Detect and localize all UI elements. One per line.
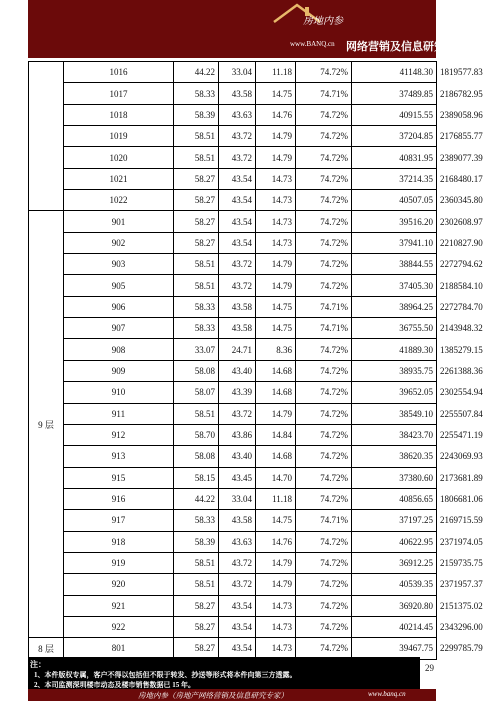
efficiency-ratio-cell: 74.72% — [296, 360, 352, 381]
room-number-cell: 1020 — [64, 147, 174, 168]
inner-area-cell: 43.72 — [219, 254, 256, 275]
notes-title: 注： — [30, 660, 46, 669]
total-area-cell: 58.33 — [174, 83, 219, 104]
inner-area-cell: 43.58 — [219, 510, 256, 531]
table-row: 909 58.08 43.40 14.68 74.72% 38935.75 2261388.36 — [29, 360, 437, 381]
shared-area-cell: 14.79 — [256, 552, 296, 573]
room-number-cell: 916 — [64, 488, 174, 509]
shared-area-cell: 14.70 — [256, 467, 296, 488]
shared-area-cell: 14.73 — [256, 595, 296, 616]
unit-price-cell: 40507.05 — [352, 190, 437, 211]
efficiency-ratio-cell: 74.72% — [296, 254, 352, 275]
inner-area-cell: 43.72 — [219, 147, 256, 168]
total-area-cell: 58.51 — [174, 254, 219, 275]
room-number-cell: 903 — [64, 254, 174, 275]
total-area-cell: 58.39 — [174, 531, 219, 552]
room-number-cell: 909 — [64, 360, 174, 381]
total-area-cell: 44.22 — [174, 488, 219, 509]
efficiency-ratio-cell: 74.72% — [296, 488, 352, 509]
unit-price-cell: 38620.35 — [352, 446, 437, 467]
logo-text: 房地内参 — [303, 16, 343, 27]
efficiency-ratio-cell: 74.72% — [296, 403, 352, 424]
efficiency-ratio-cell: 74.72% — [296, 62, 352, 83]
total-area-cell: 58.51 — [174, 126, 219, 147]
shared-area-cell: 14.73 — [256, 211, 296, 232]
room-number-cell: 921 — [64, 595, 174, 616]
shared-area-cell: 14.79 — [256, 403, 296, 424]
unit-price-cell: 37380.60 — [352, 467, 437, 488]
total-area-cell: 58.70 — [174, 424, 219, 445]
efficiency-ratio-cell: 74.72% — [296, 638, 352, 659]
inner-area-cell: 43.86 — [219, 424, 256, 445]
shared-area-cell: 14.79 — [256, 574, 296, 595]
table-row: 913 58.08 43.40 14.68 74.72% 38620.35 2243069.93 — [29, 446, 437, 467]
inner-area-cell: 43.39 — [219, 382, 256, 403]
table-row: 915 58.15 43.45 14.70 74.72% 37380.60 2173681.89 — [29, 467, 437, 488]
table-row: 905 58.51 43.72 14.79 74.72% 37405.30 2188584.10 — [29, 275, 437, 296]
unit-price-cell: 36920.80 — [352, 595, 437, 616]
room-number-cell: 918 — [64, 531, 174, 552]
floor-cell: 9 层 — [29, 211, 64, 638]
table-row: 9 层 901 58.27 43.54 14.73 74.72% 39516.20 2302608.97 — [29, 211, 437, 232]
footer-credit: 房地内参（房地产网络营销及信息研究专家） — [138, 691, 288, 700]
table-row: 902 58.27 43.54 14.73 74.72% 37941.10 2210827.90 — [29, 232, 437, 253]
footer-url[interactable]: www.banq.cn — [368, 690, 406, 698]
table-row: 918 58.39 43.63 14.76 74.72% 40622.95 2371974.05 — [29, 531, 437, 552]
inner-area-cell: 43.72 — [219, 126, 256, 147]
unit-price-cell: 40622.95 — [352, 531, 437, 552]
total-area-cell: 58.15 — [174, 467, 219, 488]
notes-box — [28, 657, 420, 689]
inner-area-cell: 43.63 — [219, 104, 256, 125]
efficiency-ratio-cell: 74.71% — [296, 296, 352, 317]
note-item: 1、本件版权专属，客户不得以包括但不限于转发、抄送等形式将本件向第三方透露。 — [34, 671, 297, 679]
efficiency-ratio-cell: 74.72% — [296, 339, 352, 360]
table-row: 1022 58.27 43.54 14.73 74.72% 40507.05 2360345.80 — [29, 190, 437, 211]
inner-area-cell: 43.58 — [219, 296, 256, 317]
table-row: 1020 58.51 43.72 14.79 74.72% 40831.95 2389077.39 — [29, 147, 437, 168]
unit-price-cell: 37489.85 — [352, 83, 437, 104]
inner-area-cell: 43.54 — [219, 211, 256, 232]
total-area-cell: 58.27 — [174, 616, 219, 637]
table-row: 903 58.51 43.72 14.79 74.72% 38844.55 2272794.62 — [29, 254, 437, 275]
shared-area-cell: 8.36 — [256, 339, 296, 360]
shared-area-cell: 14.73 — [256, 168, 296, 189]
unit-price-table — [28, 61, 483, 660]
efficiency-ratio-cell: 74.72% — [296, 147, 352, 168]
efficiency-ratio-cell: 74.72% — [296, 190, 352, 211]
shared-area-cell: 14.68 — [256, 446, 296, 467]
shared-area-cell: 11.18 — [256, 488, 296, 509]
inner-area-cell: 43.40 — [219, 360, 256, 381]
table-row: 1021 58.27 43.54 14.73 74.72% 37214.35 2168480.17 — [29, 168, 437, 189]
unit-price-cell: 39467.75 — [352, 638, 437, 659]
floor-cell: 8 层 — [29, 638, 64, 659]
inner-area-cell: 43.72 — [219, 403, 256, 424]
table-row: 920 58.51 43.72 14.79 74.72% 40539.35 2371957.37 — [29, 574, 437, 595]
room-number-cell: 920 — [64, 574, 174, 595]
floor-cell — [29, 62, 64, 211]
page-number: 29 — [425, 663, 434, 673]
room-number-cell: 1017 — [64, 83, 174, 104]
room-number-cell: 1016 — [64, 62, 174, 83]
total-area-cell: 58.51 — [174, 574, 219, 595]
unit-price-cell: 37214.35 — [352, 168, 437, 189]
inner-area-cell: 24.71 — [219, 339, 256, 360]
total-area-cell: 58.27 — [174, 168, 219, 189]
header-url[interactable]: www.BANQ.cn — [290, 40, 335, 48]
room-number-cell: 917 — [64, 510, 174, 531]
shared-area-cell: 14.73 — [256, 638, 296, 659]
shared-area-cell: 14.75 — [256, 510, 296, 531]
shared-area-cell: 14.73 — [256, 616, 296, 637]
unit-price-cell: 38423.70 — [352, 424, 437, 445]
room-number-cell: 910 — [64, 382, 174, 403]
inner-area-cell: 33.04 — [219, 62, 256, 83]
room-number-cell: 906 — [64, 296, 174, 317]
table-row: 919 58.51 43.72 14.79 74.72% 36912.25 2159735.75 — [29, 552, 437, 573]
unit-price-cell: 39652.05 — [352, 382, 437, 403]
efficiency-ratio-cell: 74.72% — [296, 168, 352, 189]
inner-area-cell: 43.54 — [219, 616, 256, 637]
unit-price-cell: 39516.20 — [352, 211, 437, 232]
efficiency-ratio-cell: 74.72% — [296, 616, 352, 637]
shared-area-cell: 14.73 — [256, 190, 296, 211]
total-area-cell: 58.33 — [174, 296, 219, 317]
total-area-cell: 58.27 — [174, 638, 219, 659]
unit-price-cell: 40539.35 — [352, 574, 437, 595]
table-row: 921 58.27 43.54 14.73 74.72% 36920.80 2151375.02 — [29, 595, 437, 616]
total-area-cell: 58.27 — [174, 595, 219, 616]
table-row: 912 58.70 43.86 14.84 74.72% 38423.70 2255471.19 — [29, 424, 437, 445]
unit-price-cell: 41148.30 — [352, 62, 437, 83]
room-number-cell: 901 — [64, 211, 174, 232]
room-number-cell: 1019 — [64, 126, 174, 147]
room-number-cell: 913 — [64, 446, 174, 467]
room-number-cell: 911 — [64, 403, 174, 424]
inner-area-cell: 43.54 — [219, 168, 256, 189]
efficiency-ratio-cell: 74.72% — [296, 595, 352, 616]
total-area-cell: 58.27 — [174, 211, 219, 232]
efficiency-ratio-cell: 74.72% — [296, 232, 352, 253]
inner-area-cell: 43.58 — [219, 318, 256, 339]
table-row: 1018 58.39 43.63 14.76 74.72% 40915.55 2389058.96 — [29, 104, 437, 125]
total-area-cell: 33.07 — [174, 339, 219, 360]
efficiency-ratio-cell: 74.72% — [296, 531, 352, 552]
inner-area-cell: 33.04 — [219, 488, 256, 509]
unit-price-cell: 36912.25 — [352, 552, 437, 573]
unit-price-cell: 38964.25 — [352, 296, 437, 317]
unit-price-cell: 41889.30 — [352, 339, 437, 360]
unit-price-cell: 36755.50 — [352, 318, 437, 339]
inner-area-cell: 43.45 — [219, 467, 256, 488]
total-area-cell: 44.22 — [174, 62, 219, 83]
shared-area-cell: 14.79 — [256, 254, 296, 275]
room-number-cell: 902 — [64, 232, 174, 253]
room-number-cell: 1022 — [64, 190, 174, 211]
table-row: 8 层 801 58.27 43.54 14.73 74.72% 39467.75 2299785.79 — [29, 638, 437, 659]
inner-area-cell: 43.40 — [219, 446, 256, 467]
unit-price-cell: 40214.45 — [352, 616, 437, 637]
room-number-cell: 907 — [64, 318, 174, 339]
efficiency-ratio-cell: 74.72% — [296, 424, 352, 445]
efficiency-ratio-cell: 74.72% — [296, 574, 352, 595]
inner-area-cell: 43.58 — [219, 83, 256, 104]
inner-area-cell: 43.54 — [219, 595, 256, 616]
shared-area-cell: 14.79 — [256, 147, 296, 168]
shared-area-cell: 14.68 — [256, 382, 296, 403]
efficiency-ratio-cell: 74.72% — [296, 275, 352, 296]
unit-price-cell: 38844.55 — [352, 254, 437, 275]
unit-price-cell: 37197.25 — [352, 510, 437, 531]
room-number-cell: 919 — [64, 552, 174, 573]
shared-area-cell: 14.75 — [256, 296, 296, 317]
header-brand: 网络营销及信息研究专家 — [346, 41, 467, 53]
shared-area-cell: 14.68 — [256, 360, 296, 381]
table-row: 1017 58.33 43.58 14.75 74.71% 37489.85 2186782.95 — [29, 83, 437, 104]
total-area-cell: 58.07 — [174, 382, 219, 403]
unit-price-cell: 37204.85 — [352, 126, 437, 147]
shared-area-cell: 11.18 — [256, 62, 296, 83]
inner-area-cell: 43.54 — [219, 190, 256, 211]
efficiency-ratio-cell: 74.72% — [296, 446, 352, 467]
total-area-cell: 58.51 — [174, 403, 219, 424]
shared-area-cell: 14.79 — [256, 126, 296, 147]
efficiency-ratio-cell: 74.71% — [296, 318, 352, 339]
total-area-cell: 58.39 — [174, 104, 219, 125]
header-banner — [28, 0, 467, 58]
inner-area-cell: 43.72 — [219, 574, 256, 595]
total-area-cell: 58.51 — [174, 147, 219, 168]
room-number-cell: 912 — [64, 424, 174, 445]
inner-area-cell: 43.72 — [219, 552, 256, 573]
inner-area-cell: 43.72 — [219, 275, 256, 296]
shared-area-cell: 14.76 — [256, 531, 296, 552]
inner-area-cell: 43.54 — [219, 638, 256, 659]
footer-band — [28, 689, 436, 701]
room-number-cell: 908 — [64, 339, 174, 360]
note-item: 2、本司监测深圳楼市动态及楼市销售数据已 15 年。 — [34, 681, 195, 689]
room-number-cell: 915 — [64, 467, 174, 488]
total-area-cell: 58.51 — [174, 275, 219, 296]
room-number-cell: 922 — [64, 616, 174, 637]
efficiency-ratio-cell: 74.72% — [296, 126, 352, 147]
efficiency-ratio-cell: 74.71% — [296, 510, 352, 531]
shared-area-cell: 14.75 — [256, 318, 296, 339]
inner-area-cell: 43.63 — [219, 531, 256, 552]
table-row: 1016 44.22 33.04 11.18 74.72% 41148.30 1819577.83 — [29, 62, 437, 83]
total-area-cell: 58.27 — [174, 232, 219, 253]
unit-price-cell: 37405.30 — [352, 275, 437, 296]
table-row: 922 58.27 43.54 14.73 74.72% 40214.45 2343296.00 — [29, 616, 437, 637]
total-area-cell: 58.08 — [174, 360, 219, 381]
shared-area-cell: 14.84 — [256, 424, 296, 445]
table-row: 916 44.22 33.04 11.18 74.72% 40856.65 1806681.06 — [29, 488, 437, 509]
total-area-cell: 58.51 — [174, 552, 219, 573]
table-row: 908 33.07 24.71 8.36 74.72% 41889.30 1385279.15 — [29, 339, 437, 360]
table-row: 911 58.51 43.72 14.79 74.72% 38549.10 2255507.84 — [29, 403, 437, 424]
total-area-cell: 58.27 — [174, 190, 219, 211]
efficiency-ratio-cell: 74.71% — [296, 83, 352, 104]
table-row: 907 58.33 43.58 14.75 74.71% 36755.50 2143948.32 — [29, 318, 437, 339]
efficiency-ratio-cell: 74.72% — [296, 552, 352, 573]
shared-area-cell: 14.76 — [256, 104, 296, 125]
unit-price-cell: 40856.65 — [352, 488, 437, 509]
unit-price-cell: 40915.55 — [352, 104, 437, 125]
table-row: 917 58.33 43.58 14.75 74.71% 37197.25 2169715.59 — [29, 510, 437, 531]
room-number-cell: 801 — [64, 638, 174, 659]
room-number-cell: 905 — [64, 275, 174, 296]
room-number-cell: 1018 — [64, 104, 174, 125]
table-row: 1019 58.51 43.72 14.79 74.72% 37204.85 2176855.77 — [29, 126, 437, 147]
unit-price-cell: 37941.10 — [352, 232, 437, 253]
total-area-cell: 58.33 — [174, 510, 219, 531]
room-number-cell: 1021 — [64, 168, 174, 189]
total-area-cell: 58.08 — [174, 446, 219, 467]
efficiency-ratio-cell: 74.72% — [296, 467, 352, 488]
efficiency-ratio-cell: 74.72% — [296, 104, 352, 125]
table-row: 910 58.07 43.39 14.68 74.72% 39652.05 2302554.94 — [29, 382, 437, 403]
efficiency-ratio-cell: 74.72% — [296, 211, 352, 232]
inner-area-cell: 43.54 — [219, 232, 256, 253]
unit-price-cell: 40831.95 — [352, 147, 437, 168]
unit-price-cell: 38935.75 — [352, 360, 437, 381]
shared-area-cell: 14.75 — [256, 83, 296, 104]
table-row: 906 58.33 43.58 14.75 74.71% 38964.25 2272784.70 — [29, 296, 437, 317]
shared-area-cell: 14.73 — [256, 232, 296, 253]
total-area-cell: 58.33 — [174, 318, 219, 339]
unit-price-cell: 38549.10 — [352, 403, 437, 424]
shared-area-cell: 14.79 — [256, 275, 296, 296]
efficiency-ratio-cell: 74.72% — [296, 382, 352, 403]
